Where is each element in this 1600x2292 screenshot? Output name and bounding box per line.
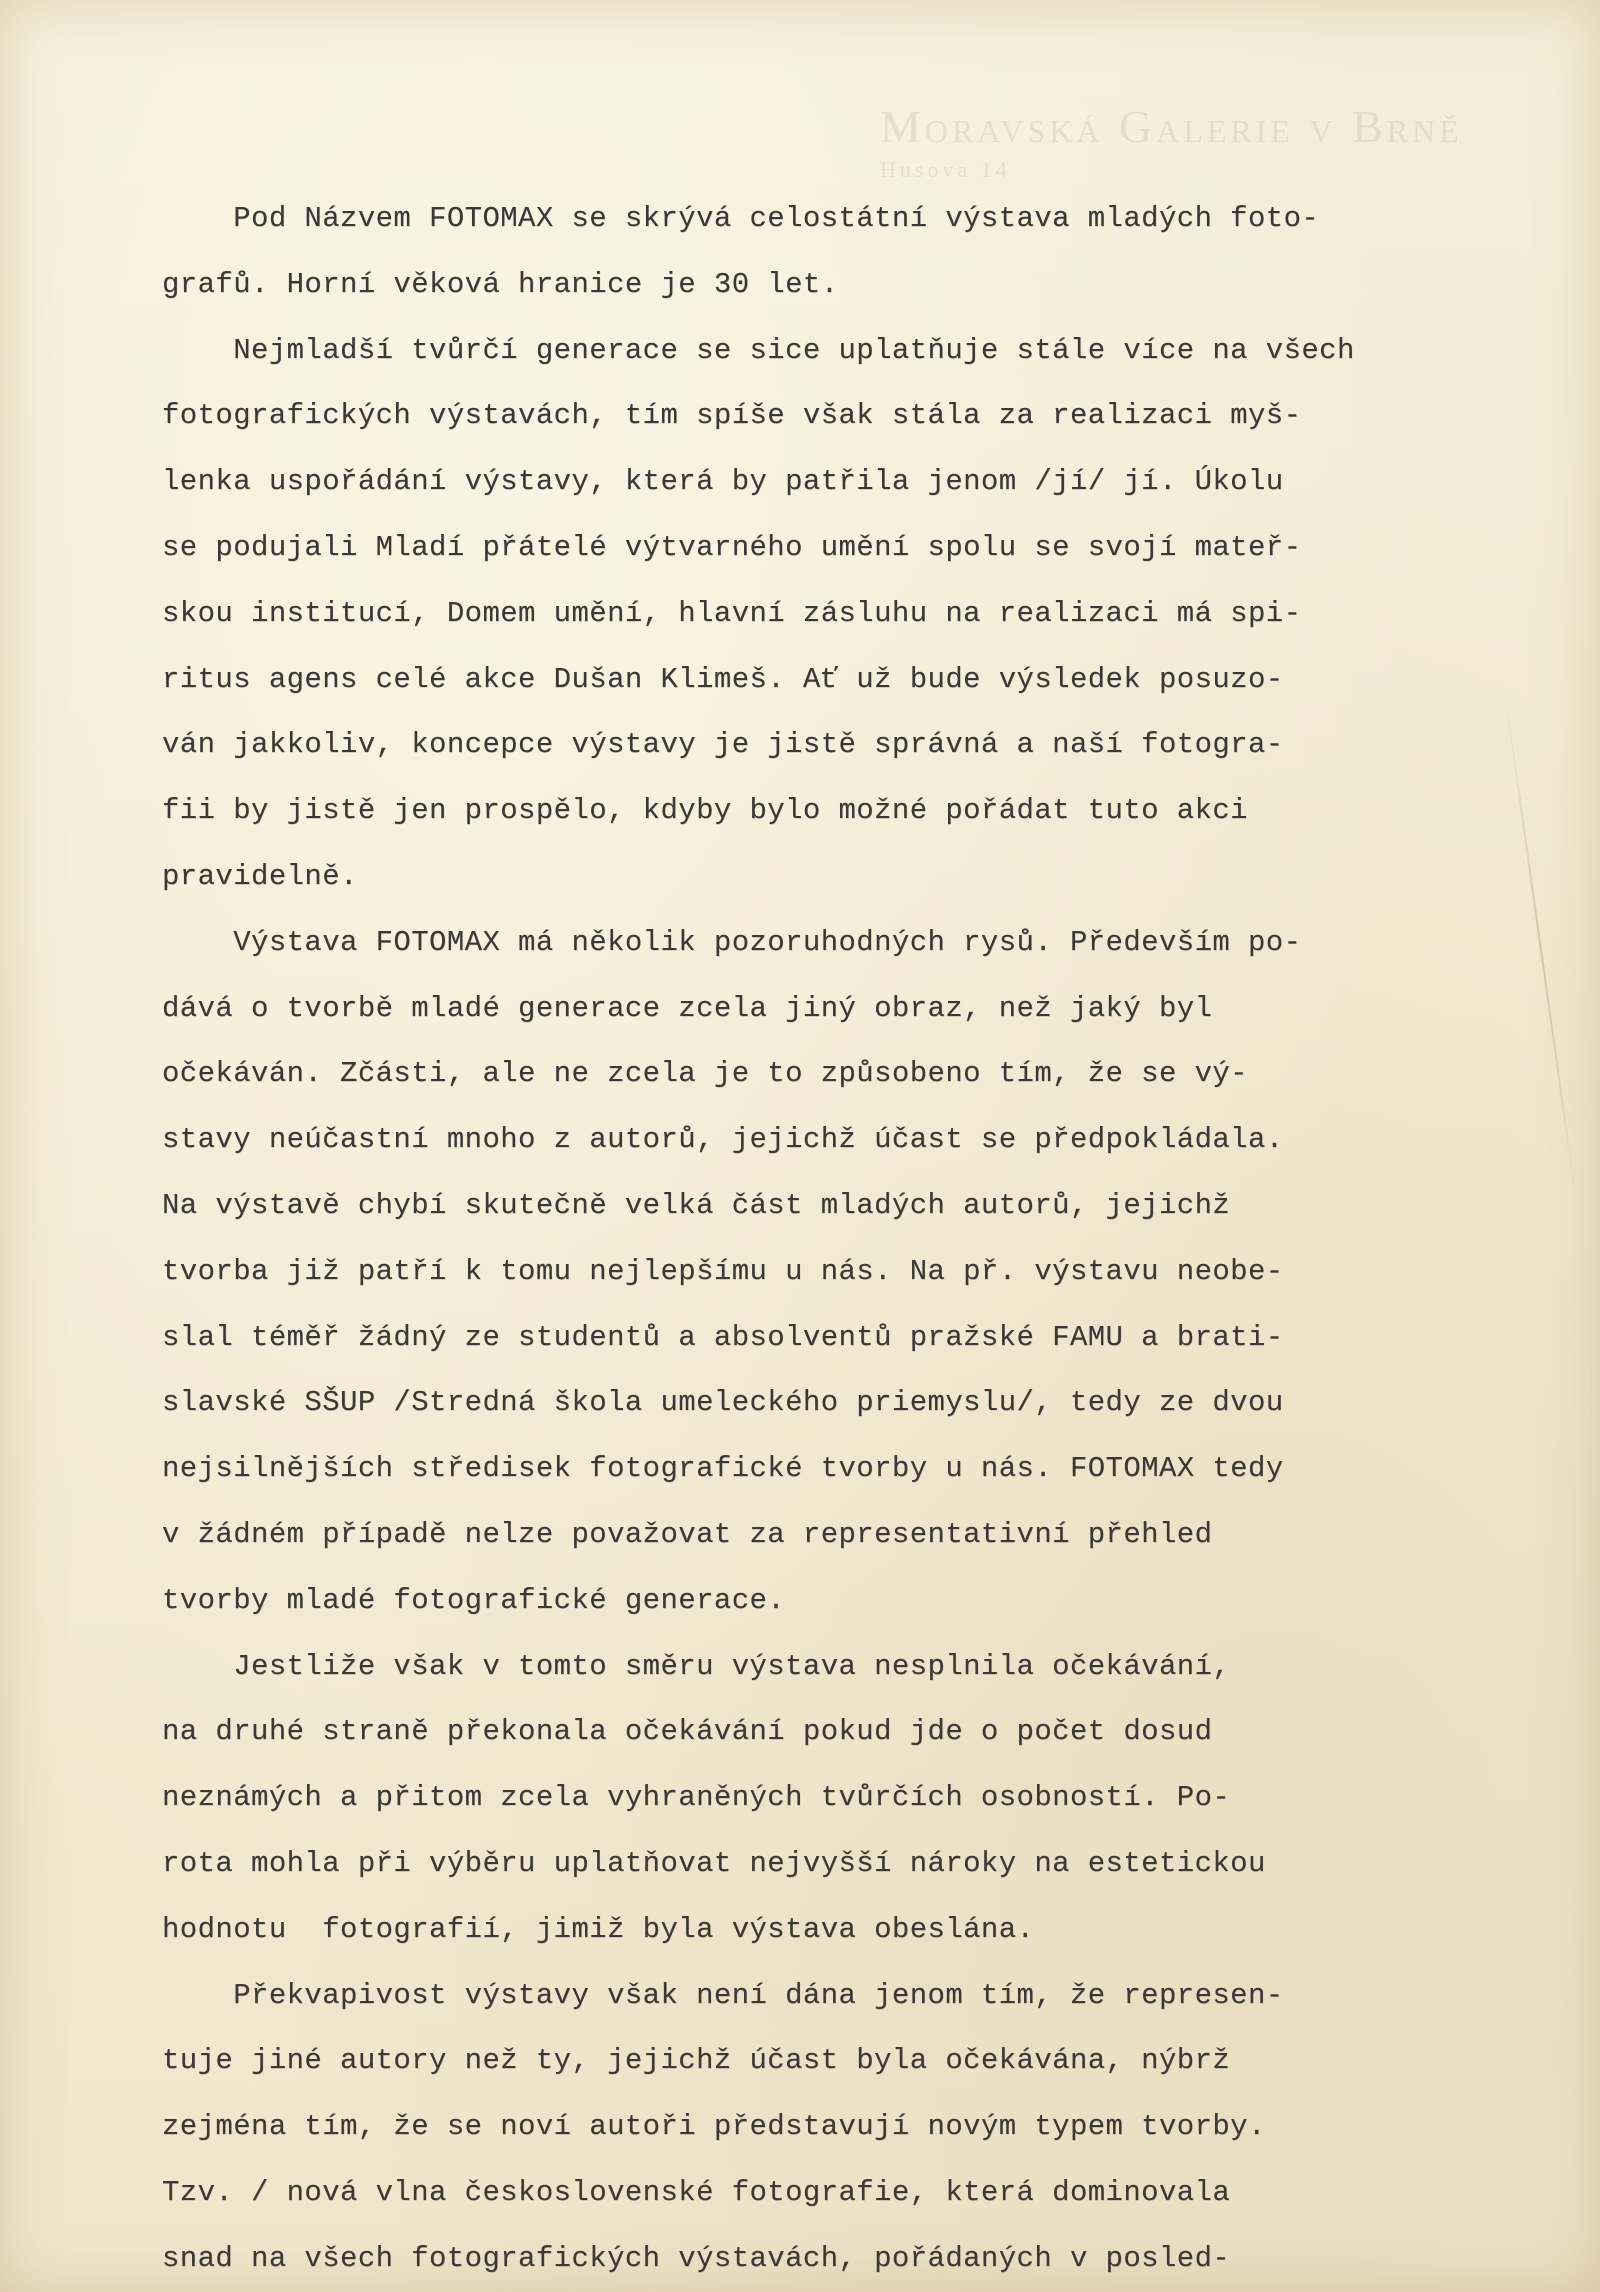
text-line: v žádném případě nelze považovat za representativní přehled [162,1517,1213,1551]
text-line: rota mohla při výběru uplatňovat nejvyšší nároky na estetickou [162,1846,1266,1880]
text-line: slavské SŠUP /Stredná škola umeleckého priemyslu/, tedy ze dvou [162,1386,1284,1420]
text-line: dává o tvorbě mladé generace zcela jiný obraz, než jaký byl [162,991,1213,1025]
faint-letterhead [880,100,1580,183]
paper-fold-mark [1504,692,1578,1207]
text-line: grafů. Horní věková hranice je 30 let. [162,267,839,301]
text-line: tuje jiné autory než ty, jejichž účast byla očekávána, nýbrž [162,2044,1231,2078]
text-line: Tzv. / nová vlna československé fotografie, která dominovala [162,2175,1231,2209]
text-line: snad na všech fotografických výstavách, pořádaných v posled- [162,2241,1231,2275]
text-line: stavy neúčastní mnoho z autorů, jejichž účast se předpokládala. [162,1123,1284,1157]
text-line: hodnotu fotografií, jimiž byla výstava obeslána. [162,1912,1035,1946]
text-line: Výstava FOTOMAX má několik pozoruhodných rysů. Především po- [162,925,1302,959]
text-line: neznámých a přitom zcela vyhraněných tvůrčích osobností. Po- [162,1781,1231,1815]
text-line: lenka uspořádání výstavy, která by patřila jenom /jí/ jí. Úkolu [162,465,1284,499]
text-line: ritus agens celé akce Dušan Klimeš. Ať už bude výsledek posuzo- [162,662,1284,696]
text-line: tvorby mladé fotografické generace. [162,1583,786,1617]
text-line: Nejmladší tvůrčí generace se sice uplatňuje stále více na všech [162,333,1355,367]
text-line: ván jakkoliv, koncepce výstavy je jistě správná a naší fotogra- [162,728,1284,762]
letterhead-name: Moravská Galerie v Brně [880,101,1463,152]
letterhead-address: Husova 14 [880,157,1011,182]
text-line: Jestliže však v tomto směru výstava nesplnila očekávání, [162,1649,1231,1683]
text-line: nejsilnějších středisek fotografické tvorby u nás. FOTOMAX tedy [162,1452,1284,1486]
text-line: Pod Názvem FOTOMAX se skrývá celostátní výstava mladých foto- [162,202,1320,235]
text-line: zejména tím, že se noví autoři představují novým typem tvorby. [162,2110,1266,2144]
text-line: fotografických výstavách, tím spíše však stála za realizaci myš- [162,399,1302,433]
text-line: očekáván. Zčásti, ale ne zcela je to způsobeno tím, že se vý- [162,1057,1248,1091]
text-line: slal téměř žádný ze studentů a absolventů pražské FAMU a brati- [162,1320,1284,1354]
text-line: pravidelně. [162,859,358,893]
text-line: na druhé straně překonala očekávání pokud jde o počet dosud [162,1715,1213,1749]
text-line: Překvapivost výstavy však není dána jenom tím, že represen- [162,1978,1284,2012]
text-line: fii by jistě jen prospělo, kdyby bylo možné pořádat tuto akci [162,794,1248,828]
text-line: tvorba již patří k tomu nejlepšímu u nás. Na př. výstavu neobe- [162,1254,1284,1288]
typed-text-body [162,186,1502,2292]
text-line: skou institucí, Domem umění, hlavní zásluhu na realizaci má spi- [162,596,1302,630]
text-line: Na výstavě chybí skutečně velká část mladých autorů, jejichž [162,1188,1231,1222]
text-line: se podujali Mladí přátelé výtvarného umění spolu se svojí mateř- [162,530,1302,564]
